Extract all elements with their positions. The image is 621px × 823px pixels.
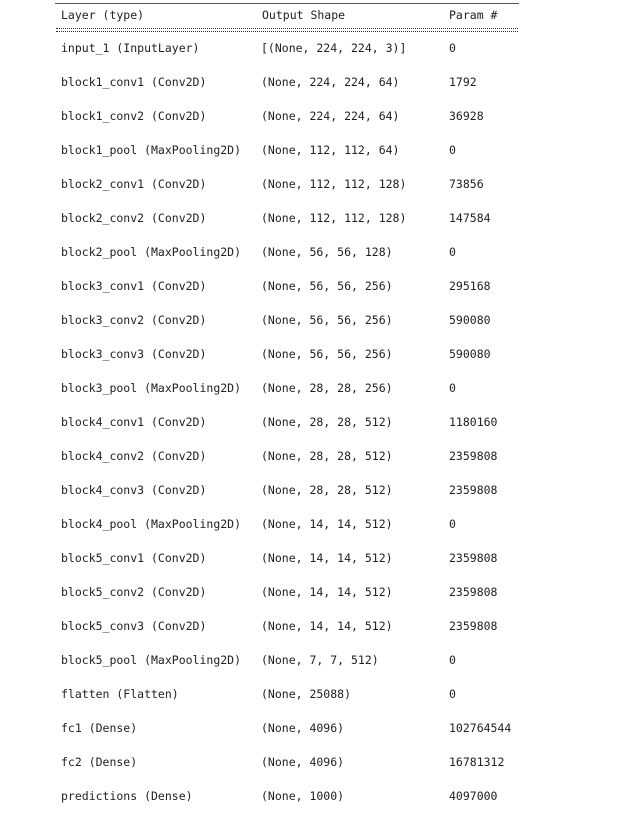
layer-name-cell: block3_pool (MaxPooling2D) [61,381,242,395]
output-shape-cell: (None, 7, 7, 512) [261,653,379,667]
layer-name-cell: block2_conv2 (Conv2D) [61,211,207,225]
top-divider [55,3,519,4]
param-count-cell: 0 [449,143,456,157]
table-row [0,449,621,483]
layer-name-cell: block5_pool (MaxPooling2D) [61,653,242,667]
output-shape-cell: (None, 14, 14, 512) [261,551,393,565]
output-shape-cell: (None, 1000) [261,789,345,803]
table-row [0,143,621,177]
table-row [0,483,621,517]
table-row [0,687,621,721]
param-count-cell: 147584 [449,211,491,225]
layer-name-cell: input_1 (InputLayer) [61,41,200,55]
layer-name-cell: block4_conv2 (Conv2D) [61,449,207,463]
table-row [0,177,621,211]
param-count-cell: 0 [449,687,456,701]
output-shape-cell: (None, 112, 112, 128) [261,211,407,225]
layer-name-cell: block4_conv3 (Conv2D) [61,483,207,497]
output-shape-cell: (None, 14, 14, 512) [261,517,393,531]
table-row [0,75,621,109]
param-count-cell: 0 [449,381,456,395]
table-row [0,313,621,347]
table-row [0,109,621,143]
output-shape-cell: (None, 56, 56, 256) [261,279,393,293]
param-count-cell: 0 [449,41,456,55]
table-row [0,721,621,755]
output-shape-cell: (None, 28, 28, 256) [261,381,393,395]
param-count-cell: 16781312 [449,755,505,769]
layer-name-cell: block3_conv3 (Conv2D) [61,347,207,361]
output-shape-cell: (None, 25088) [261,687,352,701]
param-count-header: Param # [449,8,498,22]
table-row [0,211,621,245]
table-row [0,585,621,619]
param-count-cell: 0 [449,517,456,531]
output-shape-cell: (None, 28, 28, 512) [261,483,393,497]
table-row [0,551,621,585]
output-shape-cell: (None, 14, 14, 512) [261,585,393,599]
output-shape-cell: (None, 56, 56, 256) [261,347,393,361]
header-separator [56,28,518,32]
output-shape-cell: (None, 14, 14, 512) [261,619,393,633]
param-count-cell: 2359808 [449,483,498,497]
param-count-cell: 2359808 [449,619,498,633]
output-shape-cell: (None, 112, 112, 64) [261,143,400,157]
layer-name-cell: block1_conv1 (Conv2D) [61,75,207,89]
param-count-cell: 590080 [449,347,491,361]
output-shape-cell: (None, 4096) [261,721,345,735]
table-row [0,245,621,279]
table-row [0,619,621,653]
param-count-cell: 0 [449,653,456,667]
param-count-cell: 0 [449,245,456,259]
param-count-cell: 73856 [449,177,484,191]
table-row [0,517,621,551]
layer-name-cell: fc1 (Dense) [61,721,138,735]
layer-rows [0,41,621,823]
param-count-cell: 1792 [449,75,477,89]
table-row [0,347,621,381]
param-count-cell: 102764544 [449,721,512,735]
output-shape-header: Output Shape [262,8,346,22]
table-row [0,755,621,789]
layer-name-cell: block4_pool (MaxPooling2D) [61,517,242,531]
layer-type-header: Layer (type) [61,8,145,22]
table-row [0,653,621,687]
output-shape-cell: [(None, 224, 224, 3)] [261,41,407,55]
layer-name-cell: flatten (Flatten) [61,687,179,701]
layer-name-cell: predictions (Dense) [61,789,193,803]
param-count-cell: 2359808 [449,551,498,565]
output-shape-cell: (None, 224, 224, 64) [261,109,400,123]
param-count-cell: 2359808 [449,585,498,599]
output-shape-cell: (None, 56, 56, 128) [261,245,393,259]
table-header [0,8,621,22]
param-count-cell: 1180160 [449,415,498,429]
layer-name-cell: block5_conv3 (Conv2D) [61,619,207,633]
output-shape-cell: (None, 56, 56, 256) [261,313,393,327]
table-row [0,381,621,415]
param-count-cell: 4097000 [449,789,498,803]
layer-name-cell: block2_conv1 (Conv2D) [61,177,207,191]
param-count-cell: 36928 [449,109,484,123]
layer-name-cell: block1_conv2 (Conv2D) [61,109,207,123]
layer-name-cell: fc2 (Dense) [61,755,138,769]
output-shape-cell: (None, 28, 28, 512) [261,449,393,463]
layer-name-cell: block5_conv2 (Conv2D) [61,585,207,599]
output-shape-cell: (None, 28, 28, 512) [261,415,393,429]
param-count-cell: 590080 [449,313,491,327]
table-row [0,415,621,449]
layer-name-cell: block5_conv1 (Conv2D) [61,551,207,565]
output-shape-cell: (None, 4096) [261,755,345,769]
layer-name-cell: block2_pool (MaxPooling2D) [61,245,242,259]
output-shape-cell: (None, 112, 112, 128) [261,177,407,191]
layer-name-cell: block3_conv1 (Conv2D) [61,279,207,293]
layer-name-cell: block1_pool (MaxPooling2D) [61,143,242,157]
param-count-cell: 2359808 [449,449,498,463]
table-row [0,41,621,75]
output-shape-cell: (None, 224, 224, 64) [261,75,400,89]
layer-name-cell: block4_conv1 (Conv2D) [61,415,207,429]
table-row [0,789,621,823]
layer-name-cell: block3_conv2 (Conv2D) [61,313,207,327]
param-count-cell: 295168 [449,279,491,293]
table-row [0,279,621,313]
